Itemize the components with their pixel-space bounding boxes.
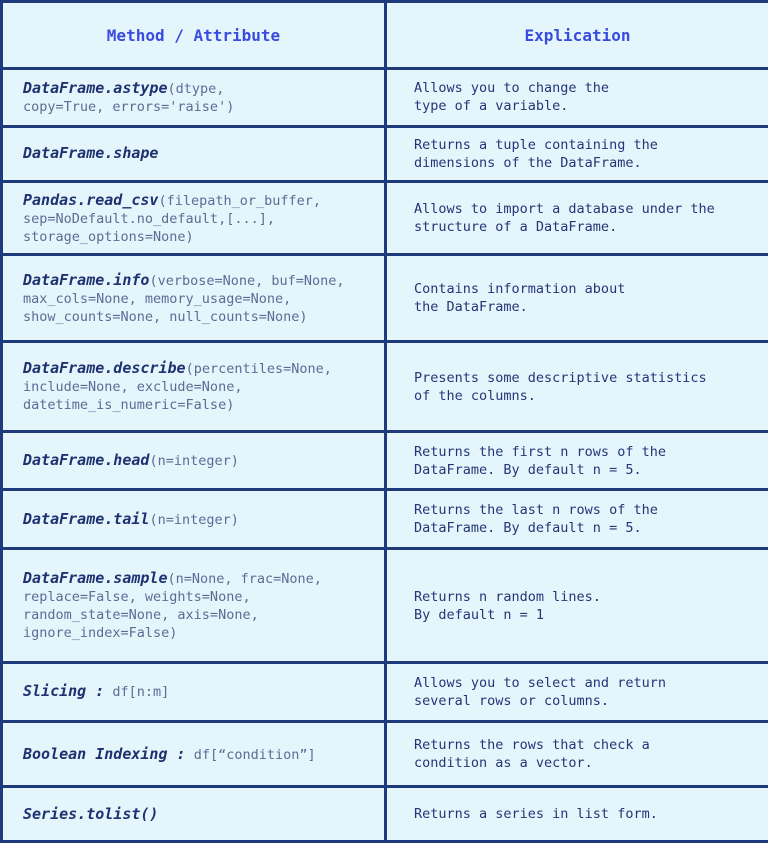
method-cell bbox=[3, 550, 384, 661]
table-row bbox=[3, 433, 768, 489]
table-body bbox=[3, 70, 768, 840]
method-name: Slicing : bbox=[23, 682, 105, 701]
table-row bbox=[3, 491, 768, 547]
method-name: DataFrame.tail bbox=[23, 509, 150, 528]
method-name: Series.tolist() bbox=[23, 804, 159, 823]
method-name: DataFrame.shape bbox=[23, 144, 159, 163]
method-args: (verbose=None, buf=None, max_cols=None, memory_usage=None, show_counts=None, null_counts=None) bbox=[23, 272, 345, 325]
table-row bbox=[3, 183, 768, 253]
table-row bbox=[3, 664, 768, 720]
explication-cell: Allows you to change the type of a variable. bbox=[387, 70, 768, 125]
method-cell bbox=[3, 343, 384, 429]
explication-cell: Contains information about the DataFrame. bbox=[387, 256, 768, 340]
method-name: Boolean Indexing : bbox=[23, 744, 186, 763]
table-row bbox=[3, 128, 768, 180]
method-cell bbox=[3, 183, 384, 253]
method-args: (n=None, frac=None, replace=False, weights=None, random_state=None, axis=None, ignore_index=False) bbox=[23, 571, 322, 642]
method-args: df[“condition”] bbox=[185, 746, 316, 763]
method-cell bbox=[3, 128, 384, 180]
explication-cell: Returns n random lines. By default n = 1 bbox=[387, 550, 768, 661]
method-args: (n=integer) bbox=[149, 453, 239, 470]
explication-cell: Returns the first n rows of the DataFrame. By default n = 5. bbox=[387, 433, 768, 489]
method-cell bbox=[3, 723, 384, 786]
method-cell bbox=[3, 788, 384, 840]
method-args: df[n:m] bbox=[104, 684, 170, 701]
table-row bbox=[3, 256, 768, 340]
method-name: DataFrame.head bbox=[23, 451, 150, 470]
method-args: (dtype, copy=True, errors='raise') bbox=[23, 80, 235, 115]
explication-cell: Returns a tuple containing the dimensions of the DataFrame. bbox=[387, 128, 768, 180]
method-cell bbox=[3, 433, 384, 489]
table-row bbox=[3, 70, 768, 125]
method-cell bbox=[3, 256, 384, 340]
header-method: Method / Attribute bbox=[3, 3, 384, 67]
explication-cell: Allows to import a database under the structure of a DataFrame. bbox=[387, 183, 768, 253]
explication-cell: Returns a series in list form. bbox=[387, 788, 768, 840]
method-args: (percentiles=None, include=None, exclude=None, datetime_is_numeric=False) bbox=[23, 361, 332, 414]
method-name: DataFrame.describe bbox=[23, 359, 186, 378]
table-row bbox=[3, 550, 768, 661]
header-row bbox=[3, 3, 768, 67]
method-args: (filepath_or_buffer, sep=NoDefault.no_default,[...], storage_options=None) bbox=[23, 192, 322, 245]
table-row bbox=[3, 788, 768, 840]
method-name: Pandas.read_csv bbox=[23, 190, 159, 209]
method-cell bbox=[3, 491, 384, 547]
method-name: DataFrame.sample bbox=[23, 569, 168, 588]
table-row bbox=[3, 343, 768, 429]
explication-cell: Returns the last n rows of the DataFrame. By default n = 5. bbox=[387, 491, 768, 547]
explication-cell: Presents some descriptive statistics of the columns. bbox=[387, 343, 768, 429]
method-name: DataFrame.astype bbox=[23, 78, 168, 97]
method-cell bbox=[3, 664, 384, 720]
explication-cell: Returns the rows that check a condition as a vector. bbox=[387, 723, 768, 786]
method-name: DataFrame.info bbox=[23, 270, 150, 289]
table-row bbox=[3, 723, 768, 786]
explication-cell: Allows you to select and return several rows or columns. bbox=[387, 664, 768, 720]
header-explication: Explication bbox=[387, 3, 768, 67]
method-args: (n=integer) bbox=[149, 511, 239, 528]
method-cell bbox=[3, 70, 384, 125]
